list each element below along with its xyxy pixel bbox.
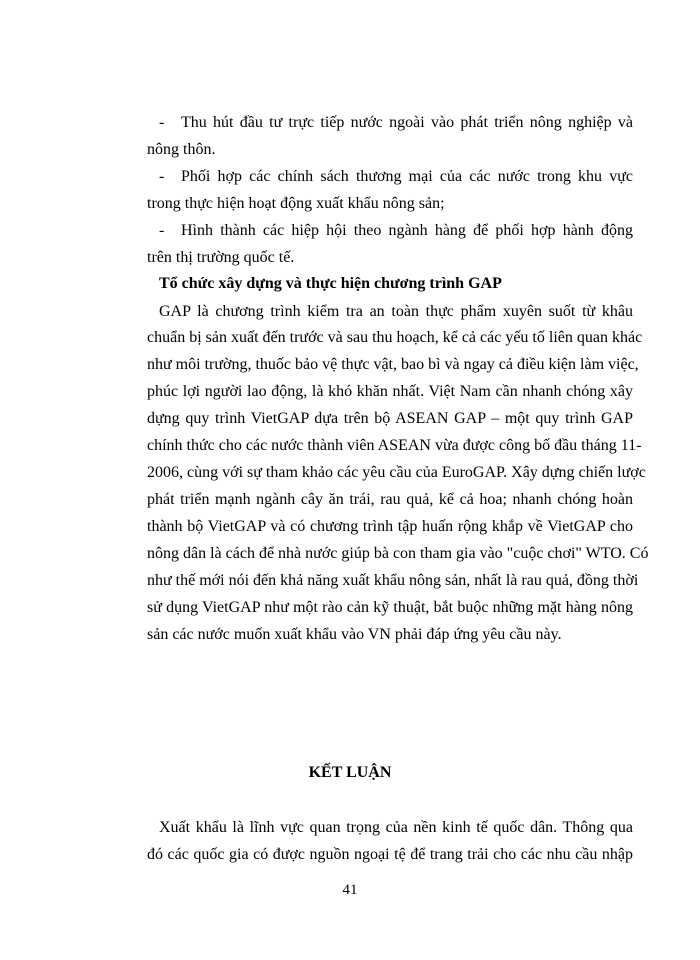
- bullet-line: Thu hút đầu tư trực tiếp nước ngoài vào phát triển nông nghiệp và: [181, 114, 633, 131]
- section-heading: Tổ chức xây dựng và thực hiện chương trình GAP: [159, 275, 502, 292]
- paragraph-line: phát triển mạnh ngành cây ăn trái, rau quả, kể cả hoa; nhanh chóng hoàn: [147, 491, 633, 508]
- bullet-dash: -: [159, 114, 165, 131]
- paragraph-line: 2006, cùng với sự tham khảo các yêu cầu của EuroGAP. Xây dựng chiến lược: [147, 464, 646, 481]
- bullet-line: trên thị trường quốc tế.: [147, 249, 295, 266]
- bullet-line: trong thực hiện hoạt động xuất khẩu nông sản;: [147, 195, 445, 212]
- paragraph-line: Xuất khẩu là lĩnh vực quan trọng của nền kinh tế quốc dân. Thông qua: [159, 819, 633, 836]
- paragraph-line: nông dân là cách để nhà nước giúp bà con tham gia vào "cuộc chơi" WTO. Có: [147, 545, 649, 562]
- bullet-line: Hình thành các hiệp hội theo ngành hàng để phối hợp hành động: [181, 222, 633, 239]
- paragraph-line: phúc lợi người lao động, là khó khăn nhất. Việt Nam cần nhanh chóng xây: [147, 383, 633, 400]
- paragraph-line: như thế mới nói đến khả năng xuất khẩu nông sản, nhất là rau quả, đồng thời: [147, 572, 639, 589]
- paragraph-line: dựng quy trình VietGAP dựa trên bộ ASEAN GAP – một quy trình GAP: [147, 410, 633, 427]
- paragraph-line: chính thức cho các nước thành viên ASEAN vừa được công bố đầu tháng 11-: [147, 437, 642, 454]
- conclusion-title: KẾT LUẬN: [308, 764, 392, 781]
- bullet-line: Phối hợp các chính sách thương mại của các nước trong khu vực: [181, 168, 633, 185]
- paragraph-line: chuẩn bị sản xuất đến trước và sau thu hoạch, kể cả các yếu tố liên quan khác: [147, 329, 643, 346]
- paragraph-line: đó các quốc gia có được nguồn ngoại tệ để trang trải cho các nhu cầu nhập: [147, 846, 633, 863]
- page-number: 41: [342, 882, 358, 898]
- paragraph-line: thành bộ VietGAP và có chương trình tập huấn rộng khắp về VietGAP cho: [147, 518, 633, 535]
- bullet-dash: -: [159, 168, 165, 185]
- paragraph-line: GAP là chương trình kiểm tra an toàn thực phẩm xuyên suốt từ khâu: [159, 303, 633, 320]
- bullet-dash: -: [159, 222, 165, 239]
- paragraph-line: sử dụng VietGAP như một rào cản kỹ thuật, bắt buộc những mặt hàng nông: [147, 599, 633, 616]
- paragraph-line: như môi trường, thuốc bảo vệ thực vật, bao bì và ngay cả điều kiện làm việc,: [147, 356, 639, 373]
- paragraph-line: sản các nước muốn xuất khẩu vào VN phải đáp ứng yêu cầu này.: [147, 626, 562, 643]
- bullet-line: nông thôn.: [147, 141, 216, 158]
